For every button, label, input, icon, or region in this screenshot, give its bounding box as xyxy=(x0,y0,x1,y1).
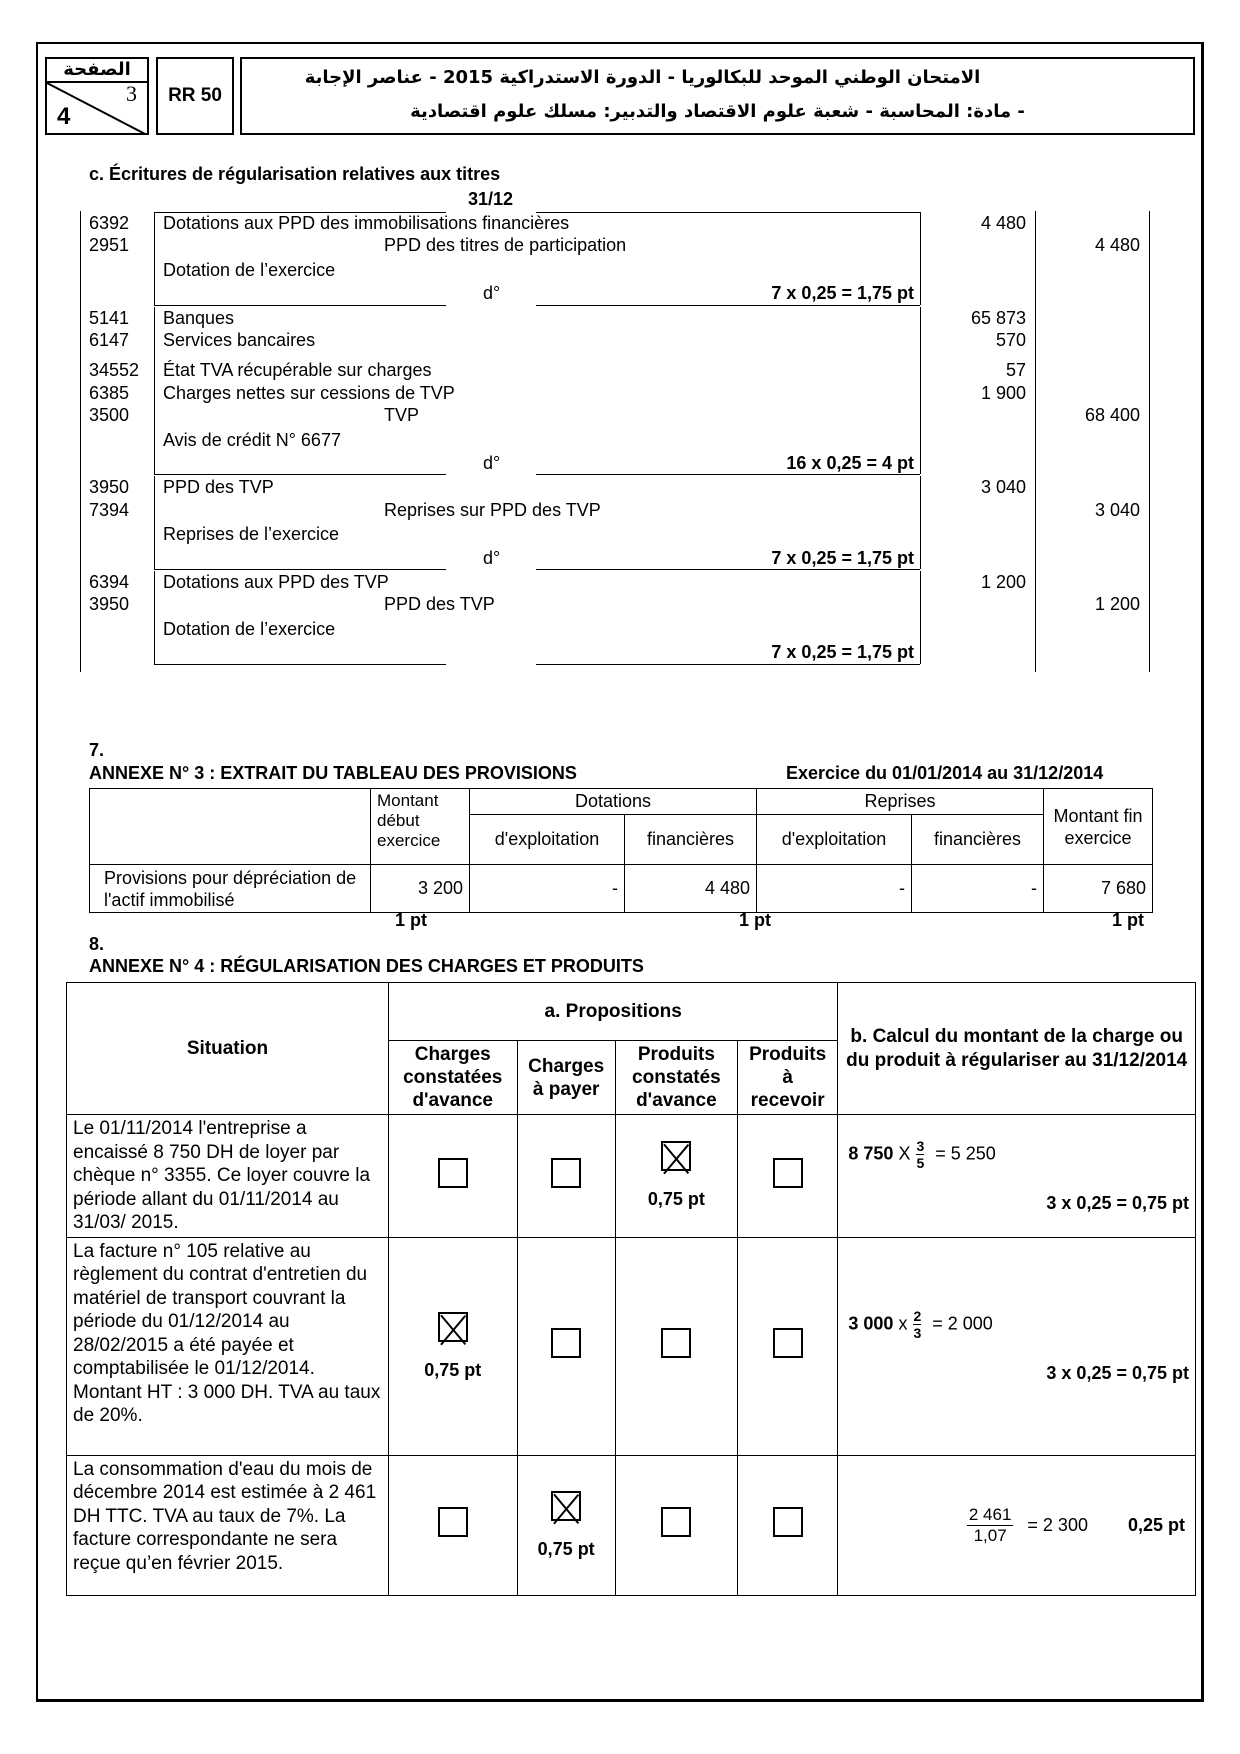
proposition-points: 0,75 pt xyxy=(647,1189,705,1210)
proposition-points: 0,75 pt xyxy=(537,1538,595,1559)
proposition-cell xyxy=(517,1115,615,1238)
journal-date: 31/12 xyxy=(468,189,514,209)
proposition-cell xyxy=(615,1237,737,1455)
proposition-cell xyxy=(737,1115,837,1238)
checkbox[interactable] xyxy=(773,1507,803,1537)
cell-montant-debut: 3 200 xyxy=(371,865,470,913)
entry-separator xyxy=(536,664,920,665)
proposition-cell xyxy=(615,1455,737,1595)
fraction-denominator: 3 xyxy=(913,1325,922,1341)
entry-box-left xyxy=(154,307,155,475)
calc-points: 3 x 0,25 = 0,75 pt xyxy=(1046,1363,1189,1383)
empty-header-cell xyxy=(90,789,371,865)
header-reprises: Reprises xyxy=(756,789,1043,815)
checked-checkbox[interactable] xyxy=(551,1491,581,1521)
calc-result: = 5 250 xyxy=(935,1143,996,1163)
calc-fraction xyxy=(914,1138,926,1171)
checkbox[interactable] xyxy=(773,1328,803,1358)
account-number: 7394 xyxy=(89,499,130,520)
calc-points: 0,25 pt xyxy=(1127,1514,1185,1535)
regularisation-table xyxy=(66,982,1196,1596)
fraction-numerator: 3 xyxy=(916,1137,925,1154)
debit-amount: 4 480 xyxy=(980,213,1026,233)
account-number: 6392 xyxy=(89,213,130,233)
account-label: PPD des TVP xyxy=(163,477,274,498)
account-label: État TVA récupérable sur charges xyxy=(163,360,432,381)
debit-amount: 65 873 xyxy=(970,307,1026,328)
account-label: Reprises sur PPD des TVP xyxy=(384,499,601,520)
exam-code: RR 50 xyxy=(156,57,234,135)
calculation-cell xyxy=(838,1115,1196,1238)
calc-operator: x xyxy=(898,1313,908,1334)
calc-base: 3 000 xyxy=(848,1313,894,1334)
annexe4-number: 8. xyxy=(89,934,105,954)
situation-text: La facture n° 105 relative au règlement du contrat d'entretien du matériel de transport couvrant la période du 01/12/2014 au 28/02/2015 a été payée et comptabilisée le 01/12/2014. Montant HT : 3 000 DH. TVA au taux de 20%. xyxy=(67,1237,389,1455)
entry-box-left xyxy=(154,571,155,664)
proposition-cell xyxy=(388,1237,517,1455)
entry-box-right xyxy=(920,212,921,305)
checkbox[interactable] xyxy=(773,1158,803,1188)
account-number: 3500 xyxy=(89,405,130,426)
ditto-mark: d° xyxy=(483,547,501,568)
proposition-cell xyxy=(517,1237,615,1455)
debit-amount: 3 040 xyxy=(980,477,1026,498)
proposition-cell xyxy=(615,1115,737,1238)
entry-separator xyxy=(154,664,446,665)
cell-montant-fin: 7 680 xyxy=(1044,865,1153,913)
fraction-numerator: 2 xyxy=(913,1308,922,1324)
checkbox[interactable] xyxy=(661,1328,691,1358)
account-number: 6394 xyxy=(89,572,130,592)
cell-dot-financieres: 4 480 xyxy=(625,865,757,913)
points-montant-fin: 1 pt xyxy=(1112,910,1145,930)
entry-box-left xyxy=(154,476,155,569)
header-option-cca: Charges constatées d'avance xyxy=(388,1041,517,1115)
calc-base: 8 750 xyxy=(848,1143,894,1163)
credit-amount: 1 200 xyxy=(1094,594,1140,615)
page-total: 4 xyxy=(57,103,71,130)
account-label: PPD des titres de participation xyxy=(384,235,627,256)
proposition-cell xyxy=(737,1455,837,1595)
proposition-cell xyxy=(388,1115,517,1238)
header-dot-financieres: financières xyxy=(625,815,757,865)
page-current: 3 xyxy=(126,81,137,106)
header-montant-fin: Montant fin exercice xyxy=(1044,789,1153,865)
checked-checkbox[interactable] xyxy=(438,1312,468,1342)
header-situation: Situation xyxy=(67,983,389,1115)
header-rep-exploitation: d'exploitation xyxy=(756,815,911,865)
debit-amount: 570 xyxy=(995,330,1026,350)
calc-operator: X xyxy=(898,1143,911,1163)
ditto-mark: d° xyxy=(483,283,501,304)
annexe3-period: Exercice du 01/01/2014 au 31/12/2014 xyxy=(786,763,1104,783)
checkbox[interactable] xyxy=(551,1158,581,1188)
calc-fraction xyxy=(967,1505,1014,1546)
credit-amount: 68 400 xyxy=(1084,405,1140,426)
page-number-box xyxy=(45,57,149,135)
calc-result: = 2 000 xyxy=(932,1313,993,1334)
entry-points: 7 x 0,25 = 1,75 pt xyxy=(771,283,914,304)
account-label: Banques xyxy=(163,307,235,328)
calc-fraction xyxy=(911,1308,923,1341)
regularisation-row xyxy=(67,1237,1196,1455)
account-number: 2951 xyxy=(89,235,130,256)
entry-description: Dotation de l’exercice xyxy=(163,259,336,280)
entry-points: 7 x 0,25 = 1,75 pt xyxy=(771,642,914,663)
debit-amount: 1 900 xyxy=(980,382,1026,403)
checkbox[interactable] xyxy=(438,1507,468,1537)
journal-left-border xyxy=(80,211,81,672)
calc-result: = 2 300 xyxy=(1027,1514,1088,1535)
checkbox[interactable] xyxy=(438,1158,468,1188)
entry-description: Avis de crédit N° 6677 xyxy=(163,429,341,450)
regularisation-row xyxy=(67,1115,1196,1238)
checkbox[interactable] xyxy=(551,1328,581,1358)
annexe3-title: ANNEXE N° 3 : EXTRAIT DU TABLEAU DES PROVISIONS xyxy=(89,763,577,783)
situation-text: Le 01/11/2014 l'entreprise a encaissé 8 750 DH de loyer par chèque n° 3355. Ce loyer couvre la période allant du 01/11/2014 au 31/03/ 2015. xyxy=(67,1115,389,1238)
entry-separator xyxy=(154,474,446,475)
annexe4-title: ANNEXE N° 4 : RÉGULARISATION DES CHARGES ET PRODUITS xyxy=(89,956,644,976)
title-line-2: - مادة: المحاسبة - شعبة علوم الاقتصاد والتدبير: مسلك علوم اقتصادية xyxy=(410,101,1025,122)
entry-box-right xyxy=(920,571,921,664)
entry-description: Dotation de l’exercice xyxy=(163,618,336,639)
calc-points: 3 x 0,25 = 0,75 pt xyxy=(1046,1192,1189,1213)
account-label: Dotations aux PPD des immobilisations financières xyxy=(163,213,570,233)
account-number: 3950 xyxy=(89,594,130,615)
entry-points: 16 x 0,25 = 4 pt xyxy=(786,453,914,473)
proposition-cell xyxy=(388,1455,517,1595)
account-label: TVP xyxy=(384,405,420,426)
provisions-table xyxy=(89,788,1153,913)
entry-separator xyxy=(154,569,446,570)
header-dot-exploitation: d'exploitation xyxy=(470,815,625,865)
calculation-cell xyxy=(838,1237,1196,1455)
account-number: 34552 xyxy=(89,360,140,381)
entry-box-right xyxy=(920,307,921,475)
credit-amount: 4 480 xyxy=(1094,235,1140,256)
fraction-numerator: 2 461 xyxy=(968,1504,1012,1524)
account-label: Charges nettes sur cessions de TVP xyxy=(163,382,455,403)
debit-amount: 1 200 xyxy=(980,572,1026,592)
journal-right-border xyxy=(1149,211,1150,672)
header-dotations: Dotations xyxy=(470,789,757,815)
annexe3-number: 7. xyxy=(89,740,105,760)
row-label: Provisions pour dépréciation de l'actif immobilisé xyxy=(90,865,371,913)
cell-rep-exploitation: - xyxy=(756,865,911,913)
ditto-mark: d° xyxy=(483,453,501,473)
situation-text: La consommation d'eau du mois de décembre 2014 est estimée à 2 461 DH TTC. TVA au taux de 7%. La facture correspondante ne sera reçue qu’en février 2015. xyxy=(67,1455,389,1595)
account-number: 3950 xyxy=(89,477,130,498)
cell-dot-exploitation: - xyxy=(470,865,625,913)
cell-rep-financieres: - xyxy=(912,865,1044,913)
debit-amount: 57 xyxy=(1005,360,1026,381)
entry-top-rule xyxy=(536,212,920,213)
proposition-cell xyxy=(737,1237,837,1455)
checkbox[interactable] xyxy=(661,1507,691,1537)
regularisation-row xyxy=(67,1455,1196,1595)
entry-separator xyxy=(154,305,446,306)
header-option-par: Produits à recevoir xyxy=(737,1041,837,1115)
credit-amount: 3 040 xyxy=(1094,499,1140,520)
page-label: الصفحة xyxy=(47,59,147,83)
points-dotations: 1 pt xyxy=(739,910,772,930)
account-number: 6147 xyxy=(89,330,130,350)
journal-section-title: c. Écritures de régularisation relatives aux titres xyxy=(89,164,501,184)
entry-box-left xyxy=(154,212,155,305)
fraction-denominator: 1,07 xyxy=(973,1525,1007,1545)
entry-separator xyxy=(536,305,920,306)
checked-checkbox[interactable] xyxy=(661,1141,691,1171)
account-label: Dotations aux PPD des TVP xyxy=(163,572,389,592)
account-number: 6385 xyxy=(89,382,130,403)
account-number: 5141 xyxy=(89,307,130,328)
calculation-cell xyxy=(838,1455,1196,1595)
header-calcul: b. Calcul du montant de la charge ou du produit à régulariser au 31/12/2014 xyxy=(838,983,1196,1115)
fraction-denominator: 5 xyxy=(916,1154,925,1171)
exam-title xyxy=(240,57,1195,135)
header-propositions: a. Propositions xyxy=(388,983,837,1041)
header-montant-debut: Montant début exercice xyxy=(371,789,470,865)
entry-separator xyxy=(536,569,920,570)
header-rep-financieres: financières xyxy=(912,815,1044,865)
account-label: PPD des TVP xyxy=(384,594,495,615)
entry-description: Reprises de l’exercice xyxy=(163,524,340,545)
header-option-cap: Charges à payer xyxy=(517,1041,615,1115)
entry-separator xyxy=(536,474,920,475)
proposition-cell xyxy=(517,1455,615,1595)
entry-box-right xyxy=(920,476,921,569)
header-option-pca: Produits constatés d'avance xyxy=(615,1041,737,1115)
entry-points: 7 x 0,25 = 1,75 pt xyxy=(771,547,914,568)
title-line-1: الامتحان الوطني الموحد للبكالوريا - الدورة الاستدراكية 2015 - عناصر الإجابة xyxy=(304,67,981,88)
account-label: Services bancaires xyxy=(163,330,316,350)
debit-credit-divider xyxy=(1035,211,1036,672)
proposition-points: 0,75 pt xyxy=(424,1359,482,1380)
points-montant-debut: 1 pt xyxy=(395,910,428,930)
